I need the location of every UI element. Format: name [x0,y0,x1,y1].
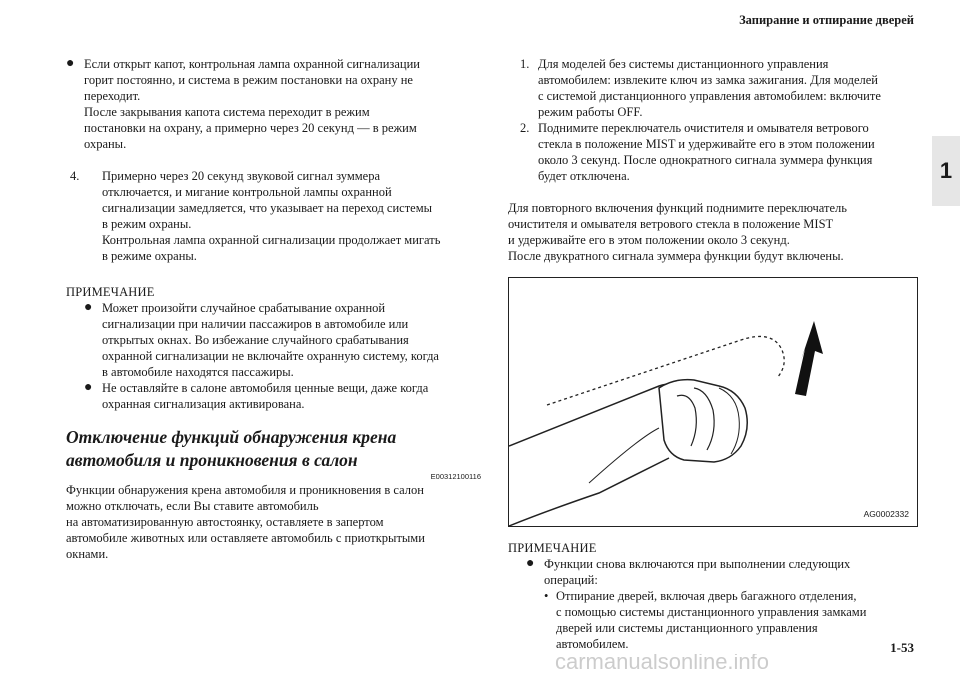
figure-code: AG0002332 [863,509,909,519]
lever-shaft-line [589,428,659,483]
footer-watermark: carmanualsonline.info [555,654,770,674]
note-label: ПРИМЕЧАНИЕ [508,541,597,555]
step-4 [66,168,481,264]
step-number: 1. [520,57,530,71]
reenable-text: Для повторного включения функций поднимите переключатель очистителя и омывателя ветрового стекла в положение MIST и удерживайте его в этом положении около 3 секунд. После двукратного сигнала зуммера функции будут включены. [508,201,847,263]
up-arrow-icon [795,321,823,396]
bullet-icon: ● [84,300,93,315]
wiper-lever-figure [508,277,918,527]
note-item: ● Функции снова включаются при выполнении следующих операций: • Отпирание дверей, включая дверь багажного отделения, с помощью системы дистанционного управления замками дверей или системы дистанционного управления автомобилем. [526,556,867,651]
right-column [508,56,918,652]
section-code: E00312100116 [430,472,481,481]
lever-shaft-bottom [509,458,669,526]
step-2: 2. Поднимите переключатель очистителя и омывателя ветрового стекла в положение MIST и удерживайте его в этом положении около 3 секунд. После однократного сигнала зуммера функция будет отключена. [508,120,918,184]
chapter-tab: 1 [932,136,960,206]
bullet-item-hood [66,56,481,152]
note-item: ● Может произойти случайное срабатывание охранной сигнализации при наличии пассажиров в автомобиле или открытых окнах. Во избежание случайного срабатывания охранной сигнализации не включайте охранную систему, когда в автомобиле находятся пассажиры. [84,300,439,379]
step-number: 2. [520,121,530,135]
step-number: 4. [70,169,80,183]
note-item: ● Не оставляйте в салоне автомобиля ценные вещи, даже когда охранная сигнализация активирована. [84,380,429,411]
note-label: ПРИМЕЧАНИЕ [66,285,155,299]
dash-item: • Отпирание дверей, включая дверь багажного отделения, с помощью системы дистанционного управления замками дверей или системы дистанционного управления автомобилем. [544,589,867,651]
note-list [66,300,481,412]
step-1: 1. Для моделей без системы дистанционного управления автомобилем: извлеките ключ из замка зажигания. Для моделей с системой дистанционного управления автомобилем: включите режим работы OFF. [508,56,918,120]
page-header-title: Запирание и отпирание дверей [739,13,914,27]
wiper-lever-illustration [509,278,917,526]
bullet-icon: ● [84,380,93,395]
section-body: Функции обнаружения крена автомобиля и проникновения в салон можно отключать, если Вы ставите автомобиль на автоматизированную автостоянку, оставляете в запертом автомобиле животных или оставляете автомобиль с приоткрытыми окнами. [66,483,425,561]
bullet-icon: ● [526,556,535,571]
bullet-text: Если открыт капот, контрольная лампа охранной сигнализации горит постоянно, и система в режим постановки на охрану не переходит. После закрывания капота система переходит в режим постановки на охрану, а примерно через 20 секунд — в режим охраны. [84,57,420,151]
left-column [66,56,481,562]
note-list [508,556,918,652]
step-text: Примерно через 20 секунд звуковой сигнал зуммера отключается, и мигание контрольной лампы охранной сигнализации замедляется, что указывает на переход системы в режим охраны. Контрольная лампа охранной сигнализации продолжает мигать в режиме охраны. [102,169,441,263]
dash-bullet-icon: • [544,589,549,603]
page-number: 1-53 [890,640,914,655]
bullet-icon: ● [66,56,75,71]
section-heading: Отключение функций обнаружения крена автомобиля и проникновения в салон [66,427,397,470]
